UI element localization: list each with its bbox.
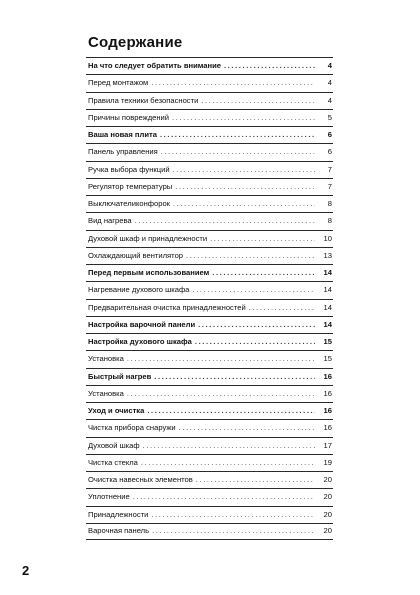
- toc-entry-row[interactable]: [86, 506, 333, 523]
- toc-entry-row[interactable]: [86, 143, 333, 160]
- toc-dot-leader: [198, 320, 315, 330]
- toc-entry-title: Вид нагрева: [88, 216, 132, 226]
- toc-dot-leader: [172, 113, 315, 123]
- toc-dot-leader: [195, 337, 315, 347]
- toc-section-row[interactable]: [86, 402, 333, 419]
- toc-page-number: 4: [327, 95, 332, 105]
- toc-page-number: 16: [323, 371, 332, 381]
- toc-dot-leader: [152, 526, 315, 536]
- toc-entry-row[interactable]: [86, 437, 333, 454]
- toc-entry-row[interactable]: [86, 178, 333, 195]
- toc-page-number: 6: [327, 130, 332, 140]
- toc-entry-title: Быстрый нагрев: [88, 371, 152, 381]
- toc-page-number: 19: [323, 457, 332, 467]
- toc-entry-title: Принадлежности: [88, 509, 149, 519]
- toc-entry-title: Панель управления: [88, 147, 158, 157]
- toc-entry-row[interactable]: [86, 109, 333, 126]
- toc-dot-leader: [173, 199, 315, 209]
- toc-page-number: 16: [323, 406, 332, 416]
- toc-dot-leader: [224, 61, 315, 71]
- toc-dot-leader: [160, 130, 315, 140]
- toc-entry-title: Чистка прибора снаружи: [88, 423, 176, 433]
- toc-entry-row[interactable]: [86, 454, 333, 471]
- toc-dot-leader: [141, 458, 315, 468]
- toc-section-row[interactable]: [86, 264, 333, 281]
- toc-page-number: 20: [323, 492, 332, 502]
- toc-entry-title: Настройка духового шкафа: [88, 337, 192, 347]
- toc-entry-title: Регулятор температуры: [88, 181, 173, 191]
- toc-section-row[interactable]: [86, 126, 333, 143]
- toc-entry-row[interactable]: [86, 471, 333, 488]
- toc-page-number: 17: [323, 440, 332, 450]
- toc-entry-title: Духовой шкаф: [88, 440, 140, 450]
- toc-page-number: 15: [323, 354, 332, 364]
- toc-dot-leader: [173, 165, 315, 175]
- toc-entry-title: Выключателиконфорок: [88, 199, 171, 209]
- toc-entry-title: Охлаждающий вентилятор: [88, 250, 184, 260]
- toc-entry-row[interactable]: [86, 523, 333, 540]
- toc-entry-title: Ручка выбора функций: [88, 164, 170, 174]
- toc-dot-leader: [210, 234, 315, 244]
- toc-page-number: 7: [327, 164, 332, 174]
- toc-entry-row[interactable]: [86, 488, 333, 505]
- toc-entry-row[interactable]: [86, 419, 333, 436]
- toc-page-number: 14: [323, 319, 332, 329]
- toc-page-number: 14: [323, 302, 332, 312]
- toc-dot-leader: [161, 147, 315, 157]
- toc-entry-row[interactable]: [86, 247, 333, 264]
- toc-entry-title: Правила техники безопасности: [88, 95, 199, 105]
- toc-dot-leader: [186, 251, 315, 261]
- table-of-contents: [86, 57, 333, 540]
- toc-dot-leader: [151, 510, 315, 520]
- toc-entry-row[interactable]: [86, 195, 333, 212]
- toc-entry-row[interactable]: [86, 350, 333, 367]
- toc-dot-leader: [192, 285, 315, 295]
- toc-entry-row[interactable]: [86, 74, 333, 91]
- toc-page-number: 13: [323, 250, 332, 260]
- toc-entry-title: Причины повреждений: [88, 112, 170, 122]
- toc-entry-title: Предварительная очистка принадлежностей: [88, 302, 246, 312]
- toc-entry-title: Уплотнение: [88, 492, 130, 502]
- toc-page-number: 4: [327, 78, 332, 88]
- toc-page-number: 14: [323, 268, 332, 278]
- toc-dot-leader: [127, 389, 315, 399]
- toc-entry-row[interactable]: [86, 230, 333, 247]
- toc-entry-row[interactable]: [86, 212, 333, 229]
- toc-entry-title: Перед первым использованием: [88, 268, 210, 278]
- toc-page-number: 16: [323, 423, 332, 433]
- toc-page-number: 20: [323, 509, 332, 519]
- toc-entry-title: Ваша новая плита: [88, 130, 157, 140]
- toc-dot-leader: [249, 303, 315, 313]
- page-number: 2: [22, 563, 30, 578]
- toc-page-number: 16: [323, 388, 332, 398]
- toc-dot-leader: [179, 423, 315, 433]
- page-title: Содержание: [88, 34, 183, 52]
- toc-entry-title: Перед монтажом: [88, 78, 149, 88]
- toc-page-number: 4: [327, 61, 332, 71]
- toc-dot-leader: [147, 406, 315, 416]
- toc-dot-leader: [212, 268, 315, 278]
- toc-page-number: 7: [327, 181, 332, 191]
- toc-entry-title: Варочная панель: [88, 526, 150, 536]
- toc-dot-leader: [201, 96, 315, 106]
- toc-entry-title: Духовой шкаф и принадлежности: [88, 233, 208, 243]
- toc-page-number: 5: [327, 112, 332, 122]
- toc-page-number: 10: [323, 233, 332, 243]
- toc-page-number: 20: [323, 526, 332, 536]
- toc-entry-title: Очистка навесных элементов: [88, 475, 193, 485]
- toc-entry-row[interactable]: [86, 299, 333, 316]
- toc-page-number: 8: [327, 216, 332, 226]
- toc-entry-title: Установка: [88, 388, 124, 398]
- toc-entry-row[interactable]: [86, 385, 333, 402]
- toc-page-number: 8: [327, 199, 332, 209]
- toc-dot-leader: [135, 216, 315, 226]
- toc-section-row[interactable]: [86, 333, 333, 350]
- toc-entry-title: Установка: [88, 354, 124, 364]
- toc-page-number: 6: [327, 147, 332, 157]
- toc-dot-leader: [196, 475, 315, 485]
- toc-page-number: 14: [323, 285, 332, 295]
- toc-entry-title: На что следует обратить внимание: [88, 61, 221, 71]
- toc-dot-leader: [151, 78, 315, 88]
- toc-section-row[interactable]: [86, 368, 333, 385]
- toc-section-row[interactable]: [86, 57, 333, 74]
- toc-entry-row[interactable]: [86, 161, 333, 178]
- toc-entry-title: Настройка варочной панели: [88, 319, 196, 329]
- toc-dot-leader: [127, 354, 315, 364]
- toc-entry-row[interactable]: [86, 281, 333, 298]
- toc-section-row[interactable]: [86, 316, 333, 333]
- toc-dot-leader: [143, 441, 315, 451]
- toc-dot-leader: [175, 182, 315, 192]
- toc-page-number: 15: [323, 337, 332, 347]
- toc-entry-title: Уход и очистка: [88, 406, 145, 416]
- toc-entry-title: Нагревание духового шкафа: [88, 285, 190, 295]
- toc-dot-leader: [133, 492, 315, 502]
- toc-entry-row[interactable]: [86, 92, 333, 109]
- toc-page-number: 20: [323, 475, 332, 485]
- toc-dot-leader: [154, 372, 315, 382]
- toc-entry-title: Чистка стекла: [88, 457, 138, 467]
